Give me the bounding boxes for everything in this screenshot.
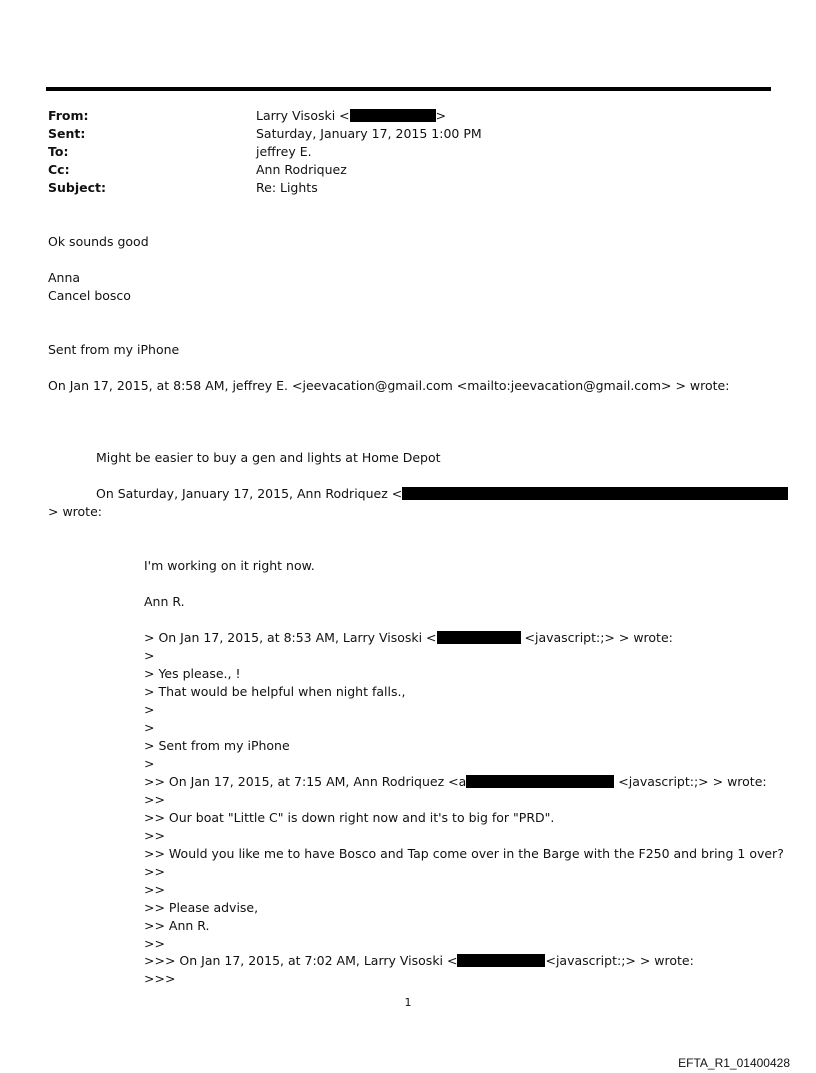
sent-value: Saturday, January 17, 2015 1:00 PM bbox=[256, 126, 482, 141]
quote-attribution bbox=[144, 773, 767, 791]
quoted-line: >> Please advise, bbox=[144, 900, 259, 915]
quoted-line: Might be easier to buy a gen and lights at Home Depot bbox=[96, 450, 441, 465]
quoted-line: >> bbox=[144, 882, 165, 897]
quoted-line: I'm working on it right now. bbox=[144, 558, 315, 573]
quoted-line: >> bbox=[144, 792, 165, 807]
attribution-text: <javascript:;> > wrote: bbox=[614, 774, 767, 789]
attribution-text: >> On Jan 17, 2015, at 7:15 AM, Ann Rodriquez <a bbox=[144, 774, 467, 789]
attribution-text: <javascript:;> > wrote: bbox=[520, 630, 673, 645]
from-value bbox=[256, 107, 446, 125]
quote-attribution bbox=[144, 952, 694, 970]
quoted-line: > Yes please., ! bbox=[144, 666, 241, 681]
quoted-line: >> bbox=[144, 936, 165, 951]
sent-label: Sent: bbox=[48, 126, 86, 141]
quoted-line: >> bbox=[144, 828, 165, 843]
page-number: 1 bbox=[404, 996, 412, 1009]
from-close: > bbox=[435, 108, 447, 123]
header-rule bbox=[46, 87, 771, 91]
redaction-block bbox=[457, 954, 545, 967]
body-line: Anna bbox=[48, 270, 81, 285]
attribution-text: > On Jan 17, 2015, at 8:53 AM, Larry Visoski < bbox=[144, 630, 437, 645]
cc-label: Cc: bbox=[48, 162, 70, 177]
signature-line: Sent from my iPhone bbox=[48, 342, 180, 357]
subject-label: Subject: bbox=[48, 180, 106, 195]
document-id: EFTA_R1_01400428 bbox=[678, 1056, 790, 1070]
attribution-text: >>> On Jan 17, 2015, at 7:02 AM, Larry Visoski < bbox=[144, 953, 458, 968]
quote-attribution: On Jan 17, 2015, at 8:58 AM, jeffrey E. <jeevacation@gmail.com <mailto:jeevacation@gmail.com> > wrote: bbox=[48, 378, 730, 393]
redaction-block bbox=[437, 631, 521, 644]
from-name: Larry Visoski < bbox=[256, 108, 350, 123]
subject-value: Re: Lights bbox=[256, 180, 318, 195]
quoted-line: > Sent from my iPhone bbox=[144, 738, 290, 753]
quoted-line: >>> bbox=[144, 971, 176, 986]
body-line: Cancel bosco bbox=[48, 288, 131, 303]
quoted-line: >> Our boat "Little C" is down right now and it's to big for "PRD". bbox=[144, 810, 555, 825]
cc-value: Ann Rodriquez bbox=[256, 162, 347, 177]
attribution-text: <javascript:;> > wrote: bbox=[545, 953, 694, 968]
quoted-line: > bbox=[144, 756, 155, 771]
quoted-line: >> bbox=[144, 864, 165, 879]
redaction-block bbox=[402, 487, 788, 500]
redaction-block bbox=[350, 109, 436, 122]
quoted-line: >> Ann R. bbox=[144, 918, 210, 933]
quoted-line: > wrote: bbox=[48, 504, 102, 519]
body-line: Ok sounds good bbox=[48, 234, 149, 249]
quoted-line: Ann R. bbox=[144, 594, 185, 609]
to-value: jeffrey E. bbox=[256, 144, 312, 159]
attribution-text: On Saturday, January 17, 2015, Ann Rodriquez < bbox=[96, 486, 403, 501]
quoted-line: > bbox=[144, 648, 155, 663]
redaction-block bbox=[466, 775, 614, 788]
from-label: From: bbox=[48, 108, 89, 123]
quoted-line: >> Would you like me to have Bosco and Tap come over in the Barge with the F250 and bring 1 over? bbox=[144, 846, 784, 861]
quote-attribution bbox=[96, 485, 788, 503]
quoted-line: > That would be helpful when night falls., bbox=[144, 684, 406, 699]
to-label: To: bbox=[48, 144, 69, 159]
quoted-line: > bbox=[144, 720, 155, 735]
quoted-line: > bbox=[144, 702, 155, 717]
quote-attribution bbox=[144, 629, 673, 647]
